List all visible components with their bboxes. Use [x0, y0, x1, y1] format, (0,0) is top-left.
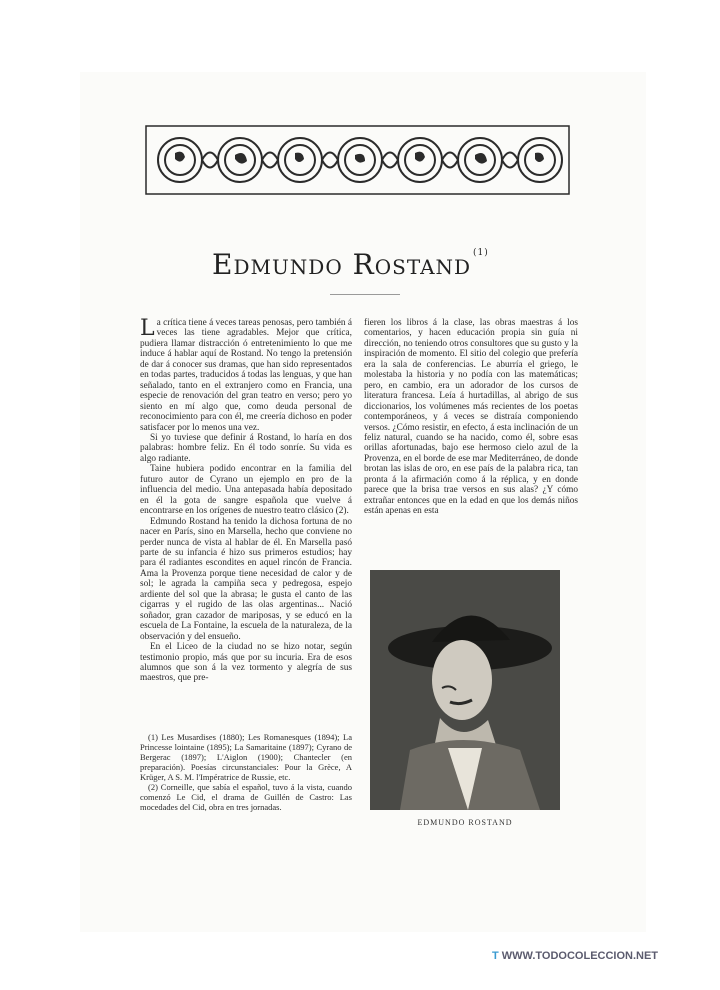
footnotes — [140, 732, 352, 812]
article-column-left — [140, 318, 352, 684]
paragraph-text: a crítica tiene á veces tareas penosas, pero también á veces las tiene agradables. Mejor que crítica, pudiera llamar distracción ó entretenimiento lo que me induce á hablar aquí de Rostand. No tengo la pretensión de dar á conocer sus dramas, que han sido representados en todas partes, traducidos á todas las lenguas, y que han señalado, tanto en el extranjero como en Francia, una especie de renovación del gran teatro en verso; pero yo siento en mí algo que, como deuda personal de reconocimiento para con él, me creería dichoso en poder satisfacer por lo menos una vez. — [140, 318, 352, 433]
title-divider — [330, 294, 400, 295]
article-title — [212, 248, 512, 281]
paragraph: Edmundo Rostand ha tenido la dichosa fortuna de no nacer en París, sino en Marsella, hecho que conviene no perder nunca de vista al hablar de él. En Marsella pasó parte de su infancia é hizo sus primeros estudios; hay para él radiantes escondites en aquel rincón de Francia. Ama la Provenza porque tiene necesidad de calor y de sol; le agrada la campiña seca y pedregosa, espejo ardiente del sol que la abrasa; le gusta el canto de las cigarras y el rugido de las olas argentinas... Nació soñador, gran cazador de mariposas, y se educó en la escuela de La Fontaine, la escuela de la naturaleza, de la observación y del ensueño. — [140, 516, 352, 642]
paragraph: En el Liceo de la ciudad no se hizo notar, según testimonio propio, más que por su incuria. Era de esos alumnos que son á la vez tormento y alegría de sus maestros, que pre- — [140, 642, 352, 684]
footnote: (1) Les Musardises (1880); Les Romanesques (1894); La Princesse lointaine (1895); La Samaritaine (1897); Cyrano de Bergerac (1897); L'Aiglon (1900); Chantecler (en preparación). Poesías circunstanciales: Pour la Grèce, A Krüger, A S. M. l'Impératrice de Russie, etc. — [140, 732, 352, 782]
article-column-right — [364, 318, 578, 517]
portrait-photo — [370, 570, 560, 810]
article-title-text: Edmundo Rostand — [212, 248, 472, 281]
ornamental-header-icon — [145, 125, 570, 195]
portrait-icon — [370, 570, 560, 810]
watermark-text: WWW.TODOCOLECCION.NET — [501, 950, 659, 962]
watermark-logo-icon: T — [492, 950, 499, 962]
paragraph: Si yo tuviese que definir á Rostand, lo haría en dos palabras: hombre feliz. En él todo sonríe. Su vida es algo radiante. — [140, 432, 352, 464]
paragraph: fieren los libros á la clase, las obras maestras á los comentarios, y hacen educación propia sin guía ni dirección, no teniendo otros consultores que su gusto y la inspiración de momento. El sitio del colegio que prefería era la sala de conferencias. Le aburría el griego, le molestaba la historia y no podía con las matemáticas; pero, en cambio, era un adorador de los cursos de literatura francesa. Leía á hurtadillas, al abrigo de sus diccionarios, los volúmenes más recientes de los poetas contemporáneos, y á veces se distraía componiendo versos. ¿Cómo resistir, en efecto, á esta inclinación de un feliz natural, cuando se ha nacido, como él, sobre esas orillas afortunadas, bajo ese hermoso cielo azul de la Provenza, en el borde de ese mar Mediterráneo, de donde brotan las islas de oro, en ese país de la palabra rica, tan pronta á la afirmación como á la réplica, y en donde parece que la brisa trae versos en sus alas? ¿Y cómo extrañar entonces que en la edad en que los demás niños están apenas en esta — [364, 318, 578, 517]
paragraph — [140, 318, 352, 433]
title-footnote-ref: (1) — [473, 248, 489, 258]
footnote: (2) Corneille, que sabía el español, tuvo á la vista, cuando comenzó Le Cid, el drama de Guillén de Castro: Las mocedades del Cid, obra en tres jornadas. — [140, 782, 352, 812]
watermark — [492, 950, 658, 962]
drop-cap: L — [140, 316, 155, 341]
paragraph: Taine hubiera podido encontrar en la familia del futuro autor de Cyrano un ejemplo en pro de la influencia del medio. Una antepasada había depositado en él la gota de sangre española que vuelve á encontrarse en los orígenes de nuestro teatro clásico (2). — [140, 464, 352, 517]
photo-caption: EDMUNDO ROSTAND — [417, 818, 513, 827]
